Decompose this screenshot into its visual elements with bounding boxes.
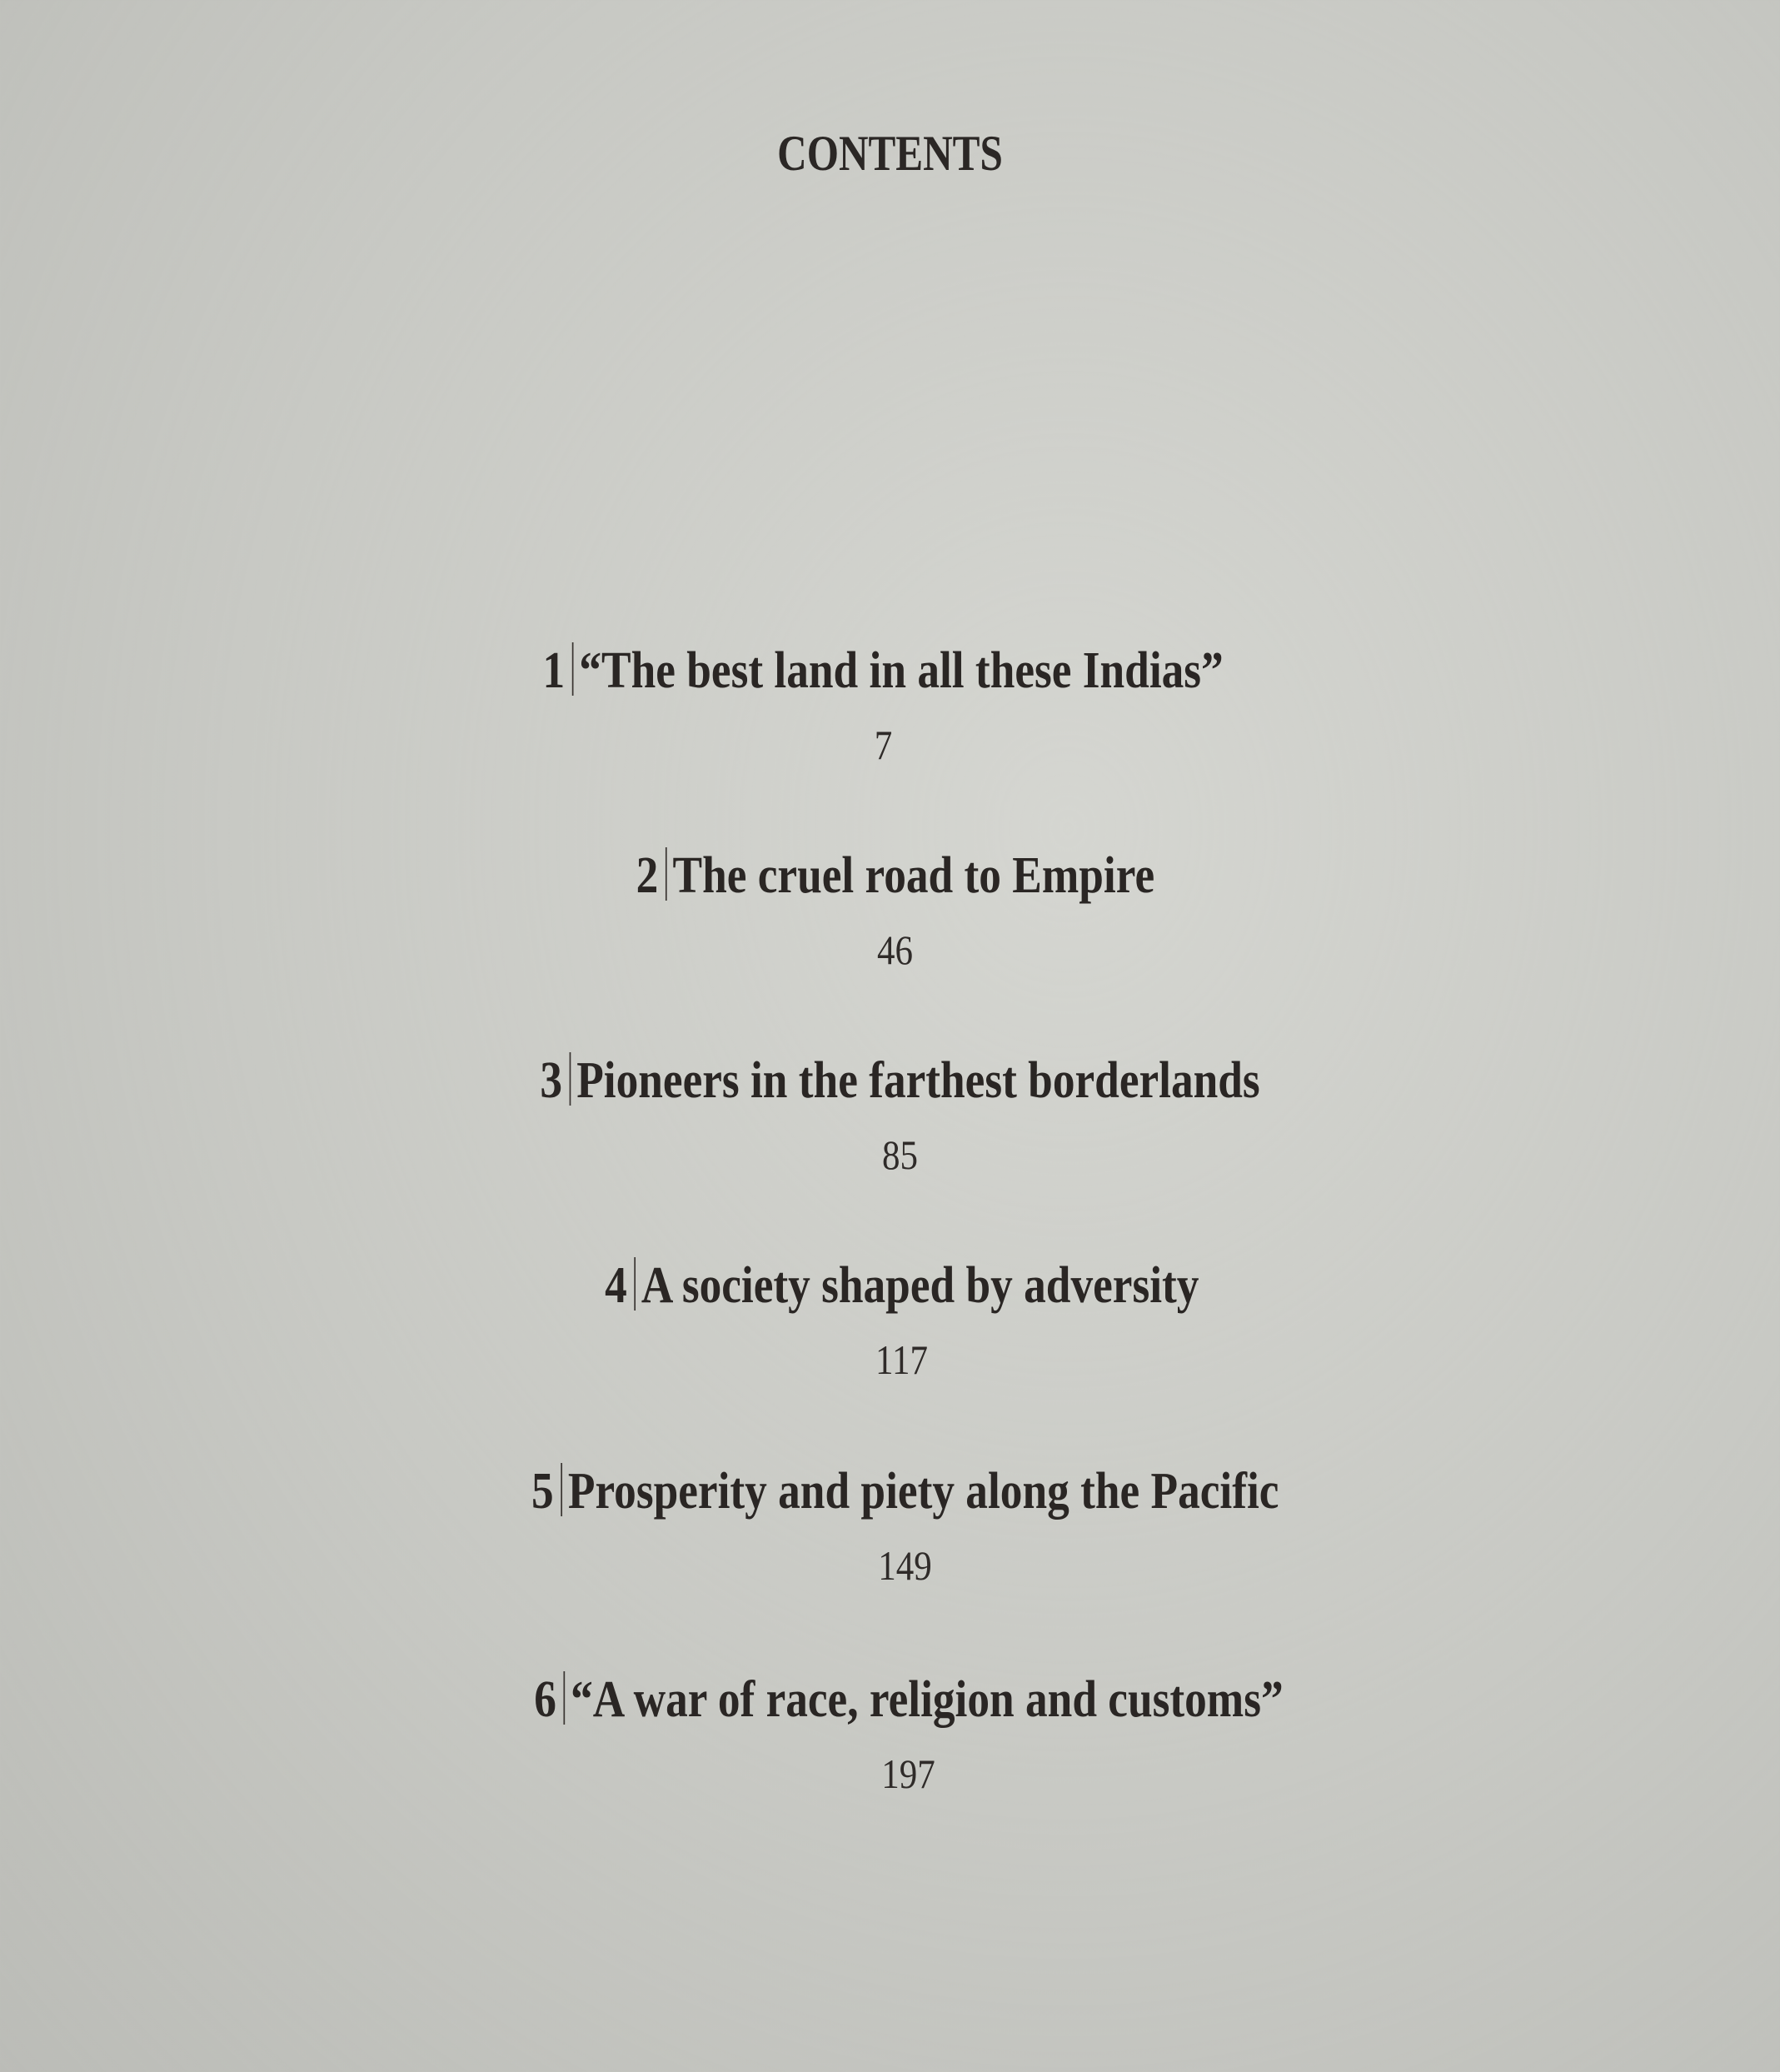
toc-entry <box>15 1462 1780 1590</box>
separator-bar <box>563 1671 565 1725</box>
toc-entry-title-line <box>534 1670 1283 1730</box>
page-number: 197 <box>881 1750 935 1797</box>
chapter-number: 5 <box>531 1463 554 1520</box>
separator-bar <box>570 1052 571 1106</box>
chapter-number: 6 <box>533 1671 556 1728</box>
page-number: 46 <box>877 926 913 973</box>
toc-entry-title-line <box>636 846 1154 906</box>
toc-entry <box>5 846 1780 974</box>
page-number: 149 <box>878 1542 932 1589</box>
chapter-number: 4 <box>604 1257 627 1314</box>
chapter-title: A society shaped by adversity <box>641 1257 1199 1314</box>
page-number: 85 <box>882 1131 918 1178</box>
chapter-title: Pioneers in the farthest borderlands <box>576 1052 1260 1109</box>
page-number: 117 <box>875 1336 928 1383</box>
chapter-number: 1 <box>542 642 566 699</box>
chapter-number: 2 <box>636 847 658 904</box>
toc-entry-title-line <box>543 642 1224 701</box>
chapter-title: “The best land in all these Indias” <box>579 642 1224 699</box>
separator-bar <box>572 642 574 696</box>
chapter-title: Prosperity and piety along the Pacific <box>567 1463 1279 1520</box>
toc-entry-title-line <box>540 1051 1259 1111</box>
toc-entry <box>12 1256 1780 1384</box>
chapter-number: 3 <box>540 1052 562 1109</box>
toc-entry-title-line <box>605 1256 1199 1316</box>
separator-bar <box>561 1463 562 1516</box>
separator-bar <box>634 1257 636 1311</box>
toc-entry <box>18 1670 1780 1798</box>
chapter-title: The cruel road to Empire <box>672 847 1154 904</box>
contents-heading: CONTENTS <box>777 126 1003 181</box>
toc-entry <box>0 642 1773 769</box>
chapter-title: “A war of race, religion and customs” <box>570 1671 1284 1728</box>
toc-entry <box>10 1051 1780 1179</box>
toc-entry-title-line <box>531 1462 1279 1521</box>
separator-bar <box>666 847 667 901</box>
page-number: 7 <box>874 721 893 768</box>
